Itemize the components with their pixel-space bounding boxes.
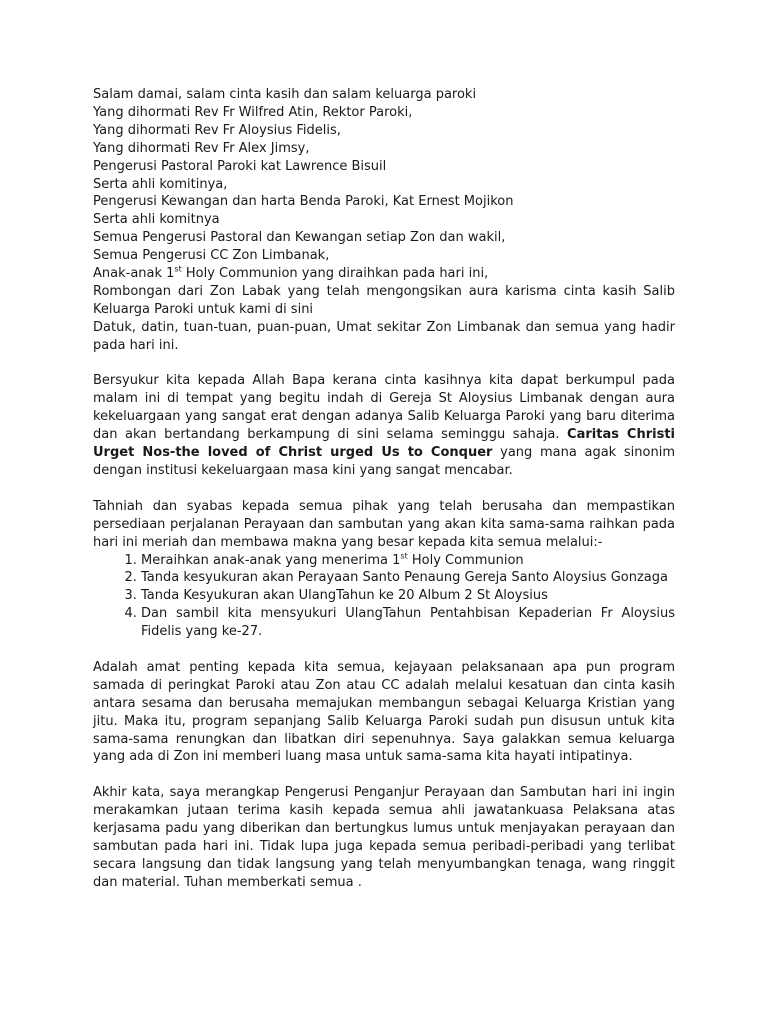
greeting-line: Yang dihormati Rev Fr Aloysius Fidelis, <box>93 122 341 138</box>
paragraph-gap <box>93 355 675 373</box>
greeting-line: Pengerusi Pastoral Paroki kat Lawrence Bisuil <box>93 158 387 174</box>
list-item-prefix: Meraihkan anak-anak yang menerima 1 <box>141 552 401 568</box>
greeting-line: Yang dihormati Rev Fr Wilfred Atin, Rektor Paroki, <box>93 104 413 120</box>
greeting-line: Yang dihormati Rev Fr Alex Jimsy, <box>93 140 310 156</box>
list-item: 3. Tanda Kesyukuran akan UlangTahun ke 20 Album 2 St Aloysius <box>141 587 675 605</box>
motto-bold: Caritas Christi Urget Nos-the loved of Christ urged Us to Conquer <box>93 427 675 461</box>
paragraph-gap <box>93 641 675 659</box>
datuk-line: Datuk, datin, tuan-tuan, puan-puan, Umat sekitar Zon Limbanak dan semua yang hadir pada hari ini. <box>93 319 675 353</box>
list-item: 4. Dan sambil kita mensyukuri UlangTahun Pentahbisan Kepaderian Fr Aloysius Fidelis yang ke-27. <box>141 605 675 641</box>
ordinal-suffix: st <box>174 264 182 274</box>
greeting-line: Serta ahli komitnya <box>93 212 220 228</box>
greeting-block <box>93 86 675 355</box>
paragraph-closing: Akhir kata, saya merangkap Pengerusi Penganjur Perayaan dan Sambutan hari ini ingin merakamkan jutaan terima kasih kepada semua ahli jawatankuasa Pelaksana atas kerjasama padu yang diberikan dan bertungkus lumus untuk menjayakan perayaan dan sambutan pada hari ini. Tidak lupa juga kepada semua peribadi-peribadi yang terlibat secara langsung dan tidak langsung yang telah menyumbangkan tenaga, wang ringgit dan material. Tuhan memberkati semua . <box>93 785 675 890</box>
greeting-line: Serta ahli komitinya, <box>93 176 228 192</box>
list-item <box>141 552 675 570</box>
document-page <box>93 86 675 892</box>
thanksgiving-text: Bersyukur kita kepada Allah Bapa kerana cinta kasihnya kita dapat berkumpul pada malam ini di tempat yang begitu indah di Gereja St Aloysius Limbanak dengan aura kekeluargaan yang sangat erat dengan adanya Salib Keluarga Paroki yang baru diterima dan akan bertandang berkampung di sini selama seminggu sahaja. <box>93 373 675 443</box>
paragraph-gap <box>93 480 675 498</box>
paragraph-gap <box>93 766 675 784</box>
rombongan-line: Rombongan dari Zon Labak yang telah mengongsikan aura karisma cinta kasih Salib Keluarga Paroki untuk kami di sini <box>93 283 675 317</box>
communion-greeting <box>93 265 675 283</box>
greeting-line: Semua Pengerusi Pastoral dan Kewangan setiap Zon dan wakil, <box>93 230 506 246</box>
paragraph-importance: Adalah amat penting kepada kita semua, kejayaan pelaksanaan apa pun program samada di peringkat Paroki atau Zon atau CC adalah melalui kesatuan dan cinta kasih antara sesama dan berusaha memajukan membangun sebagai Keluarga Kristian yang jitu. Maka itu, program sepanjang Salib Keluarga Paroki sudah pun disusun untuk kita sama-sama renungkan dan libatkan diri sepenuhnya. Saya galakkan semua keluarga yang ada di Zon ini memberi luang masa untuk sama-sama kita hayati intipatinya. <box>93 659 675 765</box>
communion-suffix: Holy Communion yang diraihkan pada hari ini, <box>181 266 489 282</box>
ordinal-suffix: st <box>400 551 408 561</box>
list-item: 2. Tanda kesyukuran akan Perayaan Santo Penaung Gereja Santo Aloysius Gonzaga <box>141 569 675 587</box>
communion-prefix: Anak-anak 1 <box>93 266 175 282</box>
list-item-suffix: Holy Communion <box>407 552 524 568</box>
greeting-line: Salam damai, salam cinta kasih dan salam keluarga paroki <box>93 87 477 102</box>
celebration-list <box>93 552 675 642</box>
greeting-line: Semua Pengerusi CC Zon Limbanak, <box>93 248 330 264</box>
paragraph-congratulations: Tahniah dan syabas kepada semua pihak yang telah berusaha dan mempastikan persediaan perjalanan Perayaan dan sambutan yang akan kita sama-sama raihkan pada hari ini meriah dan membawa makna yang besar kepada kita semua melalui:- <box>93 498 675 550</box>
paragraph-thanksgiving <box>93 372 675 479</box>
greeting-line: Pengerusi Kewangan dan harta Benda Paroki, Kat Ernest Mojikon <box>93 194 514 210</box>
thanksgiving-text-end: yang mana agak sinonim dengan institusi kekeluargaan masa kini yang sangat mencabar. <box>93 445 675 479</box>
